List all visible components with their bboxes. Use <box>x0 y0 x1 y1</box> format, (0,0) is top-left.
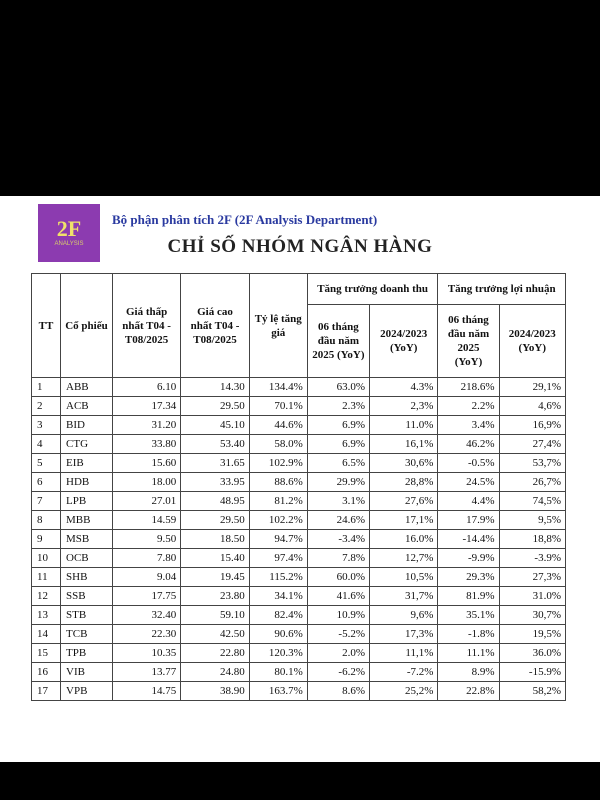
low-price-cell: 14.59 <box>112 511 180 530</box>
row-number-cell: 10 <box>32 549 61 568</box>
revenue-growth-2024-cell: 28,8% <box>369 473 437 492</box>
profit-growth-2024-cell: 30,7% <box>499 606 565 625</box>
header-increase-ratio: Tỷ lệ tăng giá <box>249 274 307 378</box>
revenue-growth-h1-cell: 6.9% <box>307 435 369 454</box>
row-number-cell: 14 <box>32 625 61 644</box>
stock-code-cell: BID <box>61 416 113 435</box>
high-price-cell: 19.45 <box>181 568 249 587</box>
profit-growth-h1-cell: 11.1% <box>438 644 499 663</box>
table-row <box>32 663 566 682</box>
table-row <box>32 454 566 473</box>
revenue-growth-h1-cell: -5.2% <box>307 625 369 644</box>
profit-growth-2024-cell: 74,5% <box>499 492 565 511</box>
stock-code-cell: MBB <box>61 511 113 530</box>
profit-growth-2024-cell: 26,7% <box>499 473 565 492</box>
low-price-cell: 9.50 <box>112 530 180 549</box>
increase-ratio-cell: 81.2% <box>249 492 307 511</box>
low-price-cell: 9.04 <box>112 568 180 587</box>
increase-ratio-cell: 120.3% <box>249 644 307 663</box>
revenue-growth-2024-cell: 17,1% <box>369 511 437 530</box>
profit-growth-h1-cell: -14.4% <box>438 530 499 549</box>
profit-growth-h1-cell: 218.6% <box>438 378 499 397</box>
header-profit-h1-2025: 06 tháng đầu năm 2025 (YoY) <box>438 305 499 378</box>
increase-ratio-cell: 94.7% <box>249 530 307 549</box>
document-page <box>0 196 600 762</box>
revenue-growth-h1-cell: 41.6% <box>307 587 369 606</box>
increase-ratio-cell: 102.9% <box>249 454 307 473</box>
row-number-cell: 13 <box>32 606 61 625</box>
header-profit-growth: Tăng trưởng lợi nhuận <box>438 274 566 305</box>
header-revenue-2024: 2024/2023 (YoY) <box>369 305 437 378</box>
row-number-cell: 2 <box>32 397 61 416</box>
low-price-cell: 31.20 <box>112 416 180 435</box>
row-number-cell: 7 <box>32 492 61 511</box>
table-row <box>32 416 566 435</box>
revenue-growth-h1-cell: 24.6% <box>307 511 369 530</box>
profit-growth-2024-cell: -3.9% <box>499 549 565 568</box>
profit-growth-2024-cell: -15.9% <box>499 663 565 682</box>
stock-code-cell: STB <box>61 606 113 625</box>
revenue-growth-h1-cell: -6.2% <box>307 663 369 682</box>
high-price-cell: 45.10 <box>181 416 249 435</box>
header-code: Cổ phiếu <box>61 274 113 378</box>
revenue-growth-2024-cell: 16,1% <box>369 435 437 454</box>
increase-ratio-cell: 58.0% <box>249 435 307 454</box>
low-price-cell: 32.40 <box>112 606 180 625</box>
increase-ratio-cell: 115.2% <box>249 568 307 587</box>
profit-growth-2024-cell: 29,1% <box>499 378 565 397</box>
profit-growth-h1-cell: 8.9% <box>438 663 499 682</box>
page-title: CHỈ SỐ NHÓM NGÂN HÀNG <box>167 236 433 257</box>
revenue-growth-h1-cell: 6.5% <box>307 454 369 473</box>
revenue-growth-2024-cell: 17,3% <box>369 625 437 644</box>
profit-growth-2024-cell: 27,3% <box>499 568 565 587</box>
low-price-cell: 10.35 <box>112 644 180 663</box>
increase-ratio-cell: 97.4% <box>249 549 307 568</box>
table-row <box>32 606 566 625</box>
table-row <box>32 473 566 492</box>
row-number-cell: 1 <box>32 378 61 397</box>
stock-code-cell: VIB <box>61 663 113 682</box>
revenue-growth-2024-cell: 4.3% <box>369 378 437 397</box>
high-price-cell: 59.10 <box>181 606 249 625</box>
revenue-growth-2024-cell: 2,3% <box>369 397 437 416</box>
header-profit-2024: 2024/2023 (YoY) <box>499 305 565 378</box>
high-price-cell: 38.90 <box>181 682 249 701</box>
revenue-growth-h1-cell: -3.4% <box>307 530 369 549</box>
high-price-cell: 15.40 <box>181 549 249 568</box>
table-row <box>32 568 566 587</box>
profit-growth-2024-cell: 18,8% <box>499 530 565 549</box>
profit-growth-h1-cell: 3.4% <box>438 416 499 435</box>
high-price-cell: 53.40 <box>181 435 249 454</box>
revenue-growth-2024-cell: 10,5% <box>369 568 437 587</box>
stock-code-cell: EIB <box>61 454 113 473</box>
revenue-growth-h1-cell: 2.3% <box>307 397 369 416</box>
low-price-cell: 17.75 <box>112 587 180 606</box>
row-number-cell: 11 <box>32 568 61 587</box>
logo-text: 2F <box>56 216 82 241</box>
stock-code-cell: TPB <box>61 644 113 663</box>
revenue-growth-2024-cell: 31,7% <box>369 587 437 606</box>
increase-ratio-cell: 163.7% <box>249 682 307 701</box>
table-row <box>32 625 566 644</box>
revenue-growth-2024-cell: 25,2% <box>369 682 437 701</box>
row-number-cell: 4 <box>32 435 61 454</box>
low-price-cell: 27.01 <box>112 492 180 511</box>
increase-ratio-cell: 34.1% <box>249 587 307 606</box>
low-price-cell: 15.60 <box>112 454 180 473</box>
profit-growth-h1-cell: 46.2% <box>438 435 499 454</box>
row-number-cell: 5 <box>32 454 61 473</box>
revenue-growth-h1-cell: 10.9% <box>307 606 369 625</box>
profit-growth-h1-cell: 29.3% <box>438 568 499 587</box>
profit-growth-h1-cell: 4.4% <box>438 492 499 511</box>
row-number-cell: 15 <box>32 644 61 663</box>
revenue-growth-h1-cell: 8.6% <box>307 682 369 701</box>
increase-ratio-cell: 134.4% <box>249 378 307 397</box>
low-price-cell: 33.80 <box>112 435 180 454</box>
stock-code-cell: TCB <box>61 625 113 644</box>
row-number-cell: 12 <box>32 587 61 606</box>
stock-code-cell: ABB <box>61 378 113 397</box>
revenue-growth-h1-cell: 6.9% <box>307 416 369 435</box>
stock-code-cell: VPB <box>61 682 113 701</box>
row-number-cell: 16 <box>32 663 61 682</box>
revenue-growth-2024-cell: 16.0% <box>369 530 437 549</box>
revenue-growth-h1-cell: 63.0% <box>307 378 369 397</box>
high-price-cell: 29.50 <box>181 397 249 416</box>
revenue-growth-2024-cell: 12,7% <box>369 549 437 568</box>
row-number-cell: 17 <box>32 682 61 701</box>
high-price-cell: 33.95 <box>181 473 249 492</box>
profit-growth-h1-cell: 17.9% <box>438 511 499 530</box>
high-price-cell: 31.65 <box>181 454 249 473</box>
revenue-growth-2024-cell: 11,1% <box>369 644 437 663</box>
header-low-price: Giá thấp nhất T04 - T08/2025 <box>112 274 180 378</box>
increase-ratio-cell: 80.1% <box>249 663 307 682</box>
revenue-growth-h1-cell: 7.8% <box>307 549 369 568</box>
revenue-growth-2024-cell: 30,6% <box>369 454 437 473</box>
stock-code-cell: ACB <box>61 397 113 416</box>
logo-subtext: ANALYSIS <box>54 241 84 247</box>
low-price-cell: 14.75 <box>112 682 180 701</box>
low-price-cell: 18.00 <box>112 473 180 492</box>
table-row <box>32 549 566 568</box>
profit-growth-h1-cell: 81.9% <box>438 587 499 606</box>
revenue-growth-2024-cell: -7.2% <box>369 663 437 682</box>
profit-growth-2024-cell: 9,5% <box>499 511 565 530</box>
stock-code-cell: SSB <box>61 587 113 606</box>
profit-growth-h1-cell: 22.8% <box>438 682 499 701</box>
profit-growth-2024-cell: 36.0% <box>499 644 565 663</box>
increase-ratio-cell: 102.2% <box>249 511 307 530</box>
profit-growth-2024-cell: 31.0% <box>499 587 565 606</box>
table-row <box>32 587 566 606</box>
revenue-growth-2024-cell: 27,6% <box>369 492 437 511</box>
low-price-cell: 6.10 <box>112 378 180 397</box>
stock-code-cell: SHB <box>61 568 113 587</box>
table-row <box>32 511 566 530</box>
profit-growth-h1-cell: 2.2% <box>438 397 499 416</box>
table-row <box>32 530 566 549</box>
header-high-price: Giá cao nhất T04 - T08/2025 <box>181 274 249 378</box>
table-row <box>32 682 566 701</box>
profit-growth-2024-cell: 27,4% <box>499 435 565 454</box>
low-price-cell: 7.80 <box>112 549 180 568</box>
table-row <box>32 644 566 663</box>
high-price-cell: 18.50 <box>181 530 249 549</box>
stock-code-cell: LPB <box>61 492 113 511</box>
stock-code-cell: MSB <box>61 530 113 549</box>
row-number-cell: 8 <box>32 511 61 530</box>
profit-growth-h1-cell: 35.1% <box>438 606 499 625</box>
low-price-cell: 13.77 <box>112 663 180 682</box>
profit-growth-h1-cell: -1.8% <box>438 625 499 644</box>
header-revenue-growth: Tăng trưởng doanh thu <box>307 274 438 305</box>
table-row <box>32 435 566 454</box>
row-number-cell: 3 <box>32 416 61 435</box>
increase-ratio-cell: 70.1% <box>249 397 307 416</box>
profit-growth-2024-cell: 16,9% <box>499 416 565 435</box>
department-name: Bộ phận phân tích 2F (2F Analysis Department) <box>112 212 378 227</box>
row-number-cell: 6 <box>32 473 61 492</box>
header-revenue-h1-2025: 06 tháng đầu năm 2025 (YoY) <box>307 305 369 378</box>
revenue-growth-h1-cell: 2.0% <box>307 644 369 663</box>
header-tt: TT <box>32 274 61 378</box>
table-row <box>32 397 566 416</box>
increase-ratio-cell: 88.6% <box>249 473 307 492</box>
revenue-growth-2024-cell: 11.0% <box>369 416 437 435</box>
increase-ratio-cell: 90.6% <box>249 625 307 644</box>
profit-growth-h1-cell: -0.5% <box>438 454 499 473</box>
increase-ratio-cell: 82.4% <box>249 606 307 625</box>
revenue-growth-h1-cell: 29.9% <box>307 473 369 492</box>
table-body <box>32 378 566 701</box>
profit-growth-2024-cell: 58,2% <box>499 682 565 701</box>
stock-code-cell: HDB <box>61 473 113 492</box>
high-price-cell: 14.30 <box>181 378 249 397</box>
table-row <box>32 492 566 511</box>
profit-growth-h1-cell: -9.9% <box>438 549 499 568</box>
profit-growth-2024-cell: 53,7% <box>499 454 565 473</box>
high-price-cell: 24.80 <box>181 663 249 682</box>
revenue-growth-2024-cell: 9,6% <box>369 606 437 625</box>
high-price-cell: 22.80 <box>181 644 249 663</box>
high-price-cell: 48.95 <box>181 492 249 511</box>
table-row <box>32 378 566 397</box>
revenue-growth-h1-cell: 60.0% <box>307 568 369 587</box>
bank-index-table <box>31 273 566 701</box>
low-price-cell: 17.34 <box>112 397 180 416</box>
revenue-growth-h1-cell: 3.1% <box>307 492 369 511</box>
increase-ratio-cell: 44.6% <box>249 416 307 435</box>
profit-growth-2024-cell: 19,5% <box>499 625 565 644</box>
stock-code-cell: OCB <box>61 549 113 568</box>
profit-growth-h1-cell: 24.5% <box>438 473 499 492</box>
high-price-cell: 29.50 <box>181 511 249 530</box>
profit-growth-2024-cell: 4,6% <box>499 397 565 416</box>
low-price-cell: 22.30 <box>112 625 180 644</box>
high-price-cell: 23.80 <box>181 587 249 606</box>
row-number-cell: 9 <box>32 530 61 549</box>
high-price-cell: 42.50 <box>181 625 249 644</box>
stock-code-cell: CTG <box>61 435 113 454</box>
